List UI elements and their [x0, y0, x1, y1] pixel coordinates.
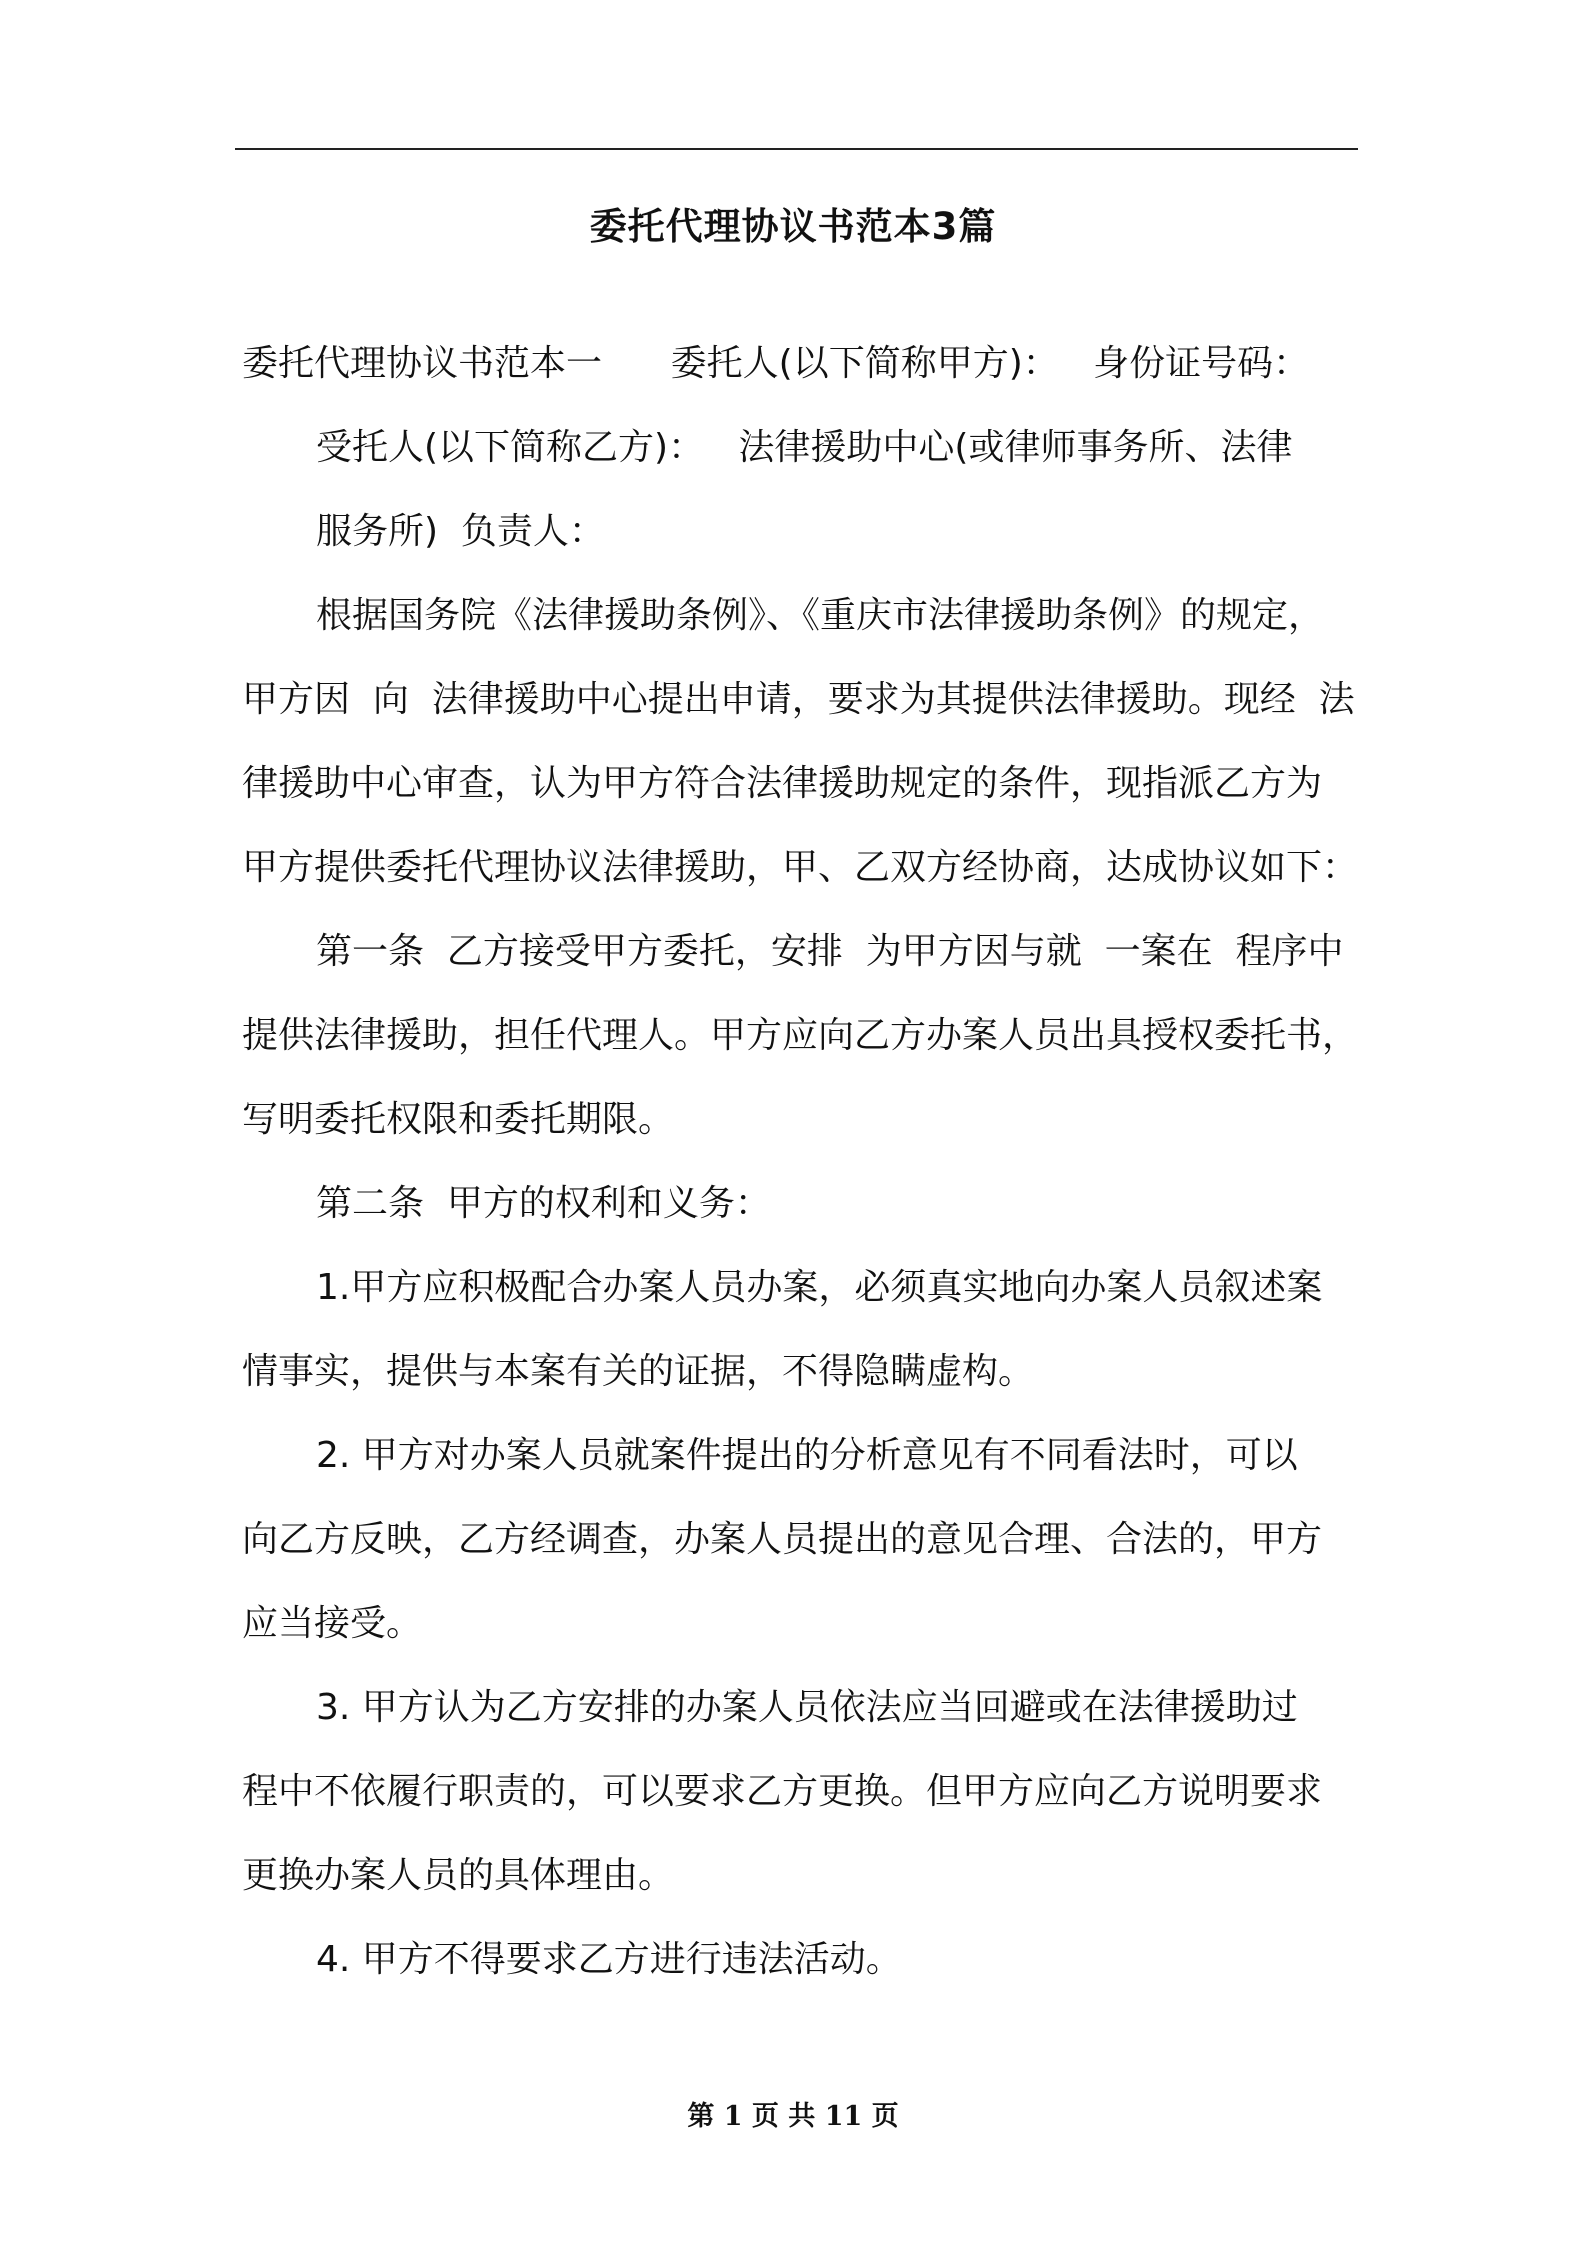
body-line: 应当接受。: [242, 1603, 423, 1644]
body-line: 根据国务院《法律援助条例》、《重庆市法律援助条例》的规定，: [316, 595, 1325, 636]
body-line: 写明委托权限和委托期限。: [242, 1099, 675, 1140]
body-line: 2. 甲方对办案人员就案件提出的分析意见有不同看法时，可以: [316, 1435, 1298, 1476]
body-line: 服务所) 负责人：: [316, 511, 605, 552]
body-line: 甲方提供委托代理协议法律援助，甲、乙双方经协商，达成协议如下：: [242, 847, 1359, 888]
page-number: 第 1 页 共 11 页: [687, 2101, 899, 2132]
body-line: 向乙方反映，乙方经调查，办案人员提出的意见合理、合法的，甲方: [242, 1519, 1323, 1560]
body-line: 提供法律援助，担任代理人。甲方应向乙方办案人员出具授权委托书，: [242, 1015, 1359, 1056]
body-line: 受托人(以下简称乙方)： 法律援助中心(或律师事务所、法律: [316, 427, 1293, 468]
header-rule: [235, 148, 1358, 150]
body-line: 3. 甲方认为乙方安排的办案人员依法应当回避或在法律援助过: [316, 1687, 1298, 1728]
body-line: 更换办案人员的具体理由。: [242, 1855, 675, 1896]
body-line: 第二条 甲方的权利和义务：: [316, 1183, 771, 1224]
body-line: 第一条 乙方接受甲方委托，安排 为甲方因与就 一案在 程序中: [316, 931, 1344, 972]
document-title: 委托代理协议书范本3篇: [589, 205, 997, 248]
body-line: 律援助中心审查，认为甲方符合法律援助规定的条件，现指派乙方为: [242, 763, 1323, 804]
body-line: 甲方因 向 法律援助中心提出申请，要求为其提供法律援助。现经 法: [242, 679, 1355, 720]
body-line: 1.甲方应积极配合办案人员办案，必须真实地向办案人员叙述案: [316, 1267, 1323, 1308]
body-line: 程中不依履行职责的，可以要求乙方更换。但甲方应向乙方说明要求: [242, 1771, 1323, 1812]
body-line: 情事实，提供与本案有关的证据，不得隐瞒虚构。: [242, 1351, 1035, 1392]
body-line: 4. 甲方不得要求乙方进行违法活动。: [316, 1939, 902, 1980]
document-body: [242, 322, 1362, 2002]
body-line: 委托代理协议书范本一 委托人(以下简称甲方)： 身份证号码：: [242, 343, 1310, 384]
